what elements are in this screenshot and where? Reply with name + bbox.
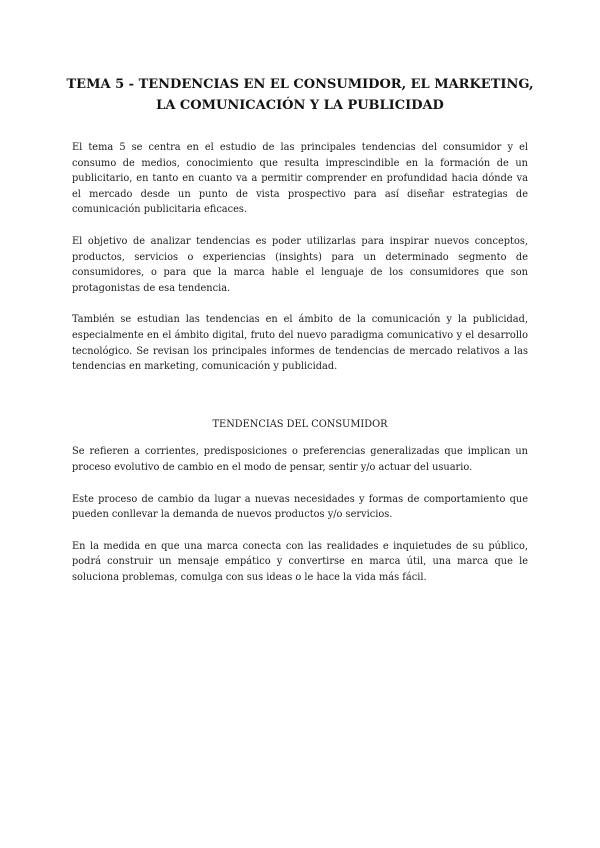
- section-heading: TENDENCIAS DEL CONSUMIDOR: [212, 418, 388, 430]
- document-title: TEMA 5 - TENDENCIAS EN EL CONSUMIDOR, EL MARKETING, LA COMUNICACIÓN Y LA PUBLICIDAD: [66, 77, 534, 113]
- section-paragraph-3: En la medida en que una marca conecta con las realidades e inquietudes de su público, podrá construir un mensaje empático y convertirse en marca útil, una marca que le soluciona problemas, comulga con sus ideas o le hace la vida más fácil.: [72, 540, 528, 583]
- intro-paragraph-3: También se estudian las tendencias en el ámbito de la comunicación y la publicidad, especialmente en el ámbito digital, fruto del nuevo paradigma comunicativo y el desarrollo tecnológico. Se revisan los principales informes de tendencias de mercado relativos a las tendencias en marketing, comunicación y publicidad.: [72, 314, 528, 373]
- section-paragraph-1: Se refieren a corrientes, predisposiciones o preferencias generalizadas que implican un proceso evolutivo de cambio en el modo de pensar, sentir y/o actuar del usuario.: [72, 446, 528, 473]
- intro-paragraph-1: El tema 5 se centra en el estudio de las principales tendencias del consumidor y el consumo de medios, conocimiento que resulta imprescindible en la formación de un publicitario, en tanto en cuanto va a permitir comprender en profundidad hacia dónde va el mercado desde un punto de vista prospectivo para así diseñar estrategias de comunicación publicitaria eficaces.: [72, 142, 528, 216]
- intro-paragraph-2: El objetivo de analizar tendencias es poder utilizarlas para inspirar nuevos conceptos, productos, servicios o experiencias (insights) para un determinado segmento de consumidores, o para que la marca hable el lenguaje de los consumidores que son protagonistas de esa tendencia.: [72, 235, 528, 294]
- section-paragraph-2: Este proceso de cambio da lugar a nuevas necesidades y formas de comportamiento que pueden conllevar la demanda de nuevos productos y/o servicios.: [72, 493, 528, 521]
- document-body: [72, 140, 528, 601]
